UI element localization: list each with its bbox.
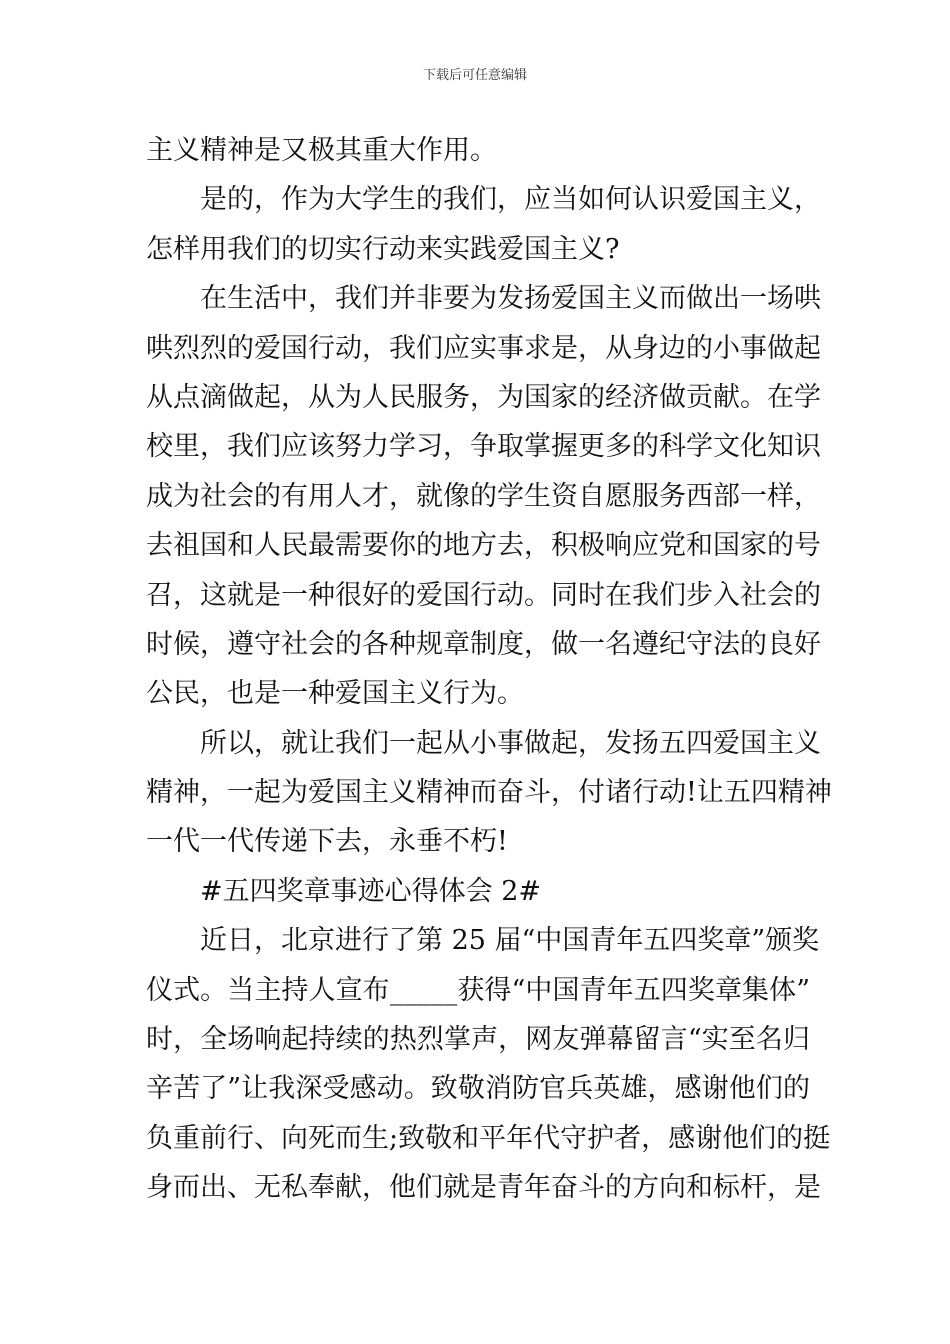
section-heading: #五四奖章事迹心得体会 2# [200, 875, 542, 907]
text-line-18: 仪式。当主持人宣布_____获得“中国青年五四奖章集体” [146, 974, 810, 1006]
text-line-9: 去祖国和人民最需要你的地方去，积极响应党和国家的号 [146, 530, 821, 562]
text-line-5: 哄烈烈的爱国行动，我们应实事求是，从身边的小事做起 [146, 332, 821, 364]
text-line-15: 一代一代传递下去，永垂不朽! [146, 826, 508, 858]
text-line-19: 时，全场响起持续的热烈掌声，网友弹幕留言“实至名归 [146, 1024, 810, 1056]
text-line-10: 召，这就是一种很好的爱国行动。同时在我们步入社会的 [146, 579, 821, 611]
text-line-14: 精神，一起为爱国主义精神而奋斗，付诸行动!让五四精神 [146, 777, 832, 809]
document-body [146, 126, 832, 1213]
text-line-2: 是的，作为大学生的我们，应当如何认识爱国主义， [200, 184, 821, 216]
text-line-17: 近日，北京进行了第 25 届“中国青年五四奖章”颁奖 [200, 925, 820, 957]
text-line-21: 负重前行、向死而生;致敬和平年代守护者，感谢他们的挺 [146, 1122, 831, 1154]
text-line-7: 校里，我们应该努力学习，争取掌握更多的科学文化知识 [146, 431, 821, 463]
text-line-22: 身而出、无私奉献，他们就是青年奋斗的方向和标杆，是 [146, 1172, 821, 1204]
text-line-6: 从点滴做起，从为人民服务，为国家的经济做贡献。在学 [146, 381, 821, 413]
text-line-11: 时候，遵守社会的各种规章制度，做一名遵纪守法的良好 [146, 628, 821, 660]
text-line-8: 成为社会的有用人才，就像的学生资自愿服务西部一样， [146, 480, 821, 512]
text-line-1: 主义精神是又极其重大作用。 [146, 135, 497, 166]
text-line-4: 在生活中，我们并非要为发扬爱国主义而做出一场哄 [200, 283, 821, 315]
text-line-20: 辛苦了”让我深受感动。致敬消防官兵英雄，感谢他们的 [146, 1073, 810, 1105]
text-line-13: 所以，就让我们一起从小事做起，发扬五四爱国主义 [200, 727, 821, 759]
page-header: 下载后可任意编辑 [422, 68, 527, 83]
text-line-3: 怎样用我们的切实行动来实践爱国主义? [146, 233, 620, 265]
text-line-12: 公民，也是一种爱国主义行为。 [146, 678, 524, 710]
